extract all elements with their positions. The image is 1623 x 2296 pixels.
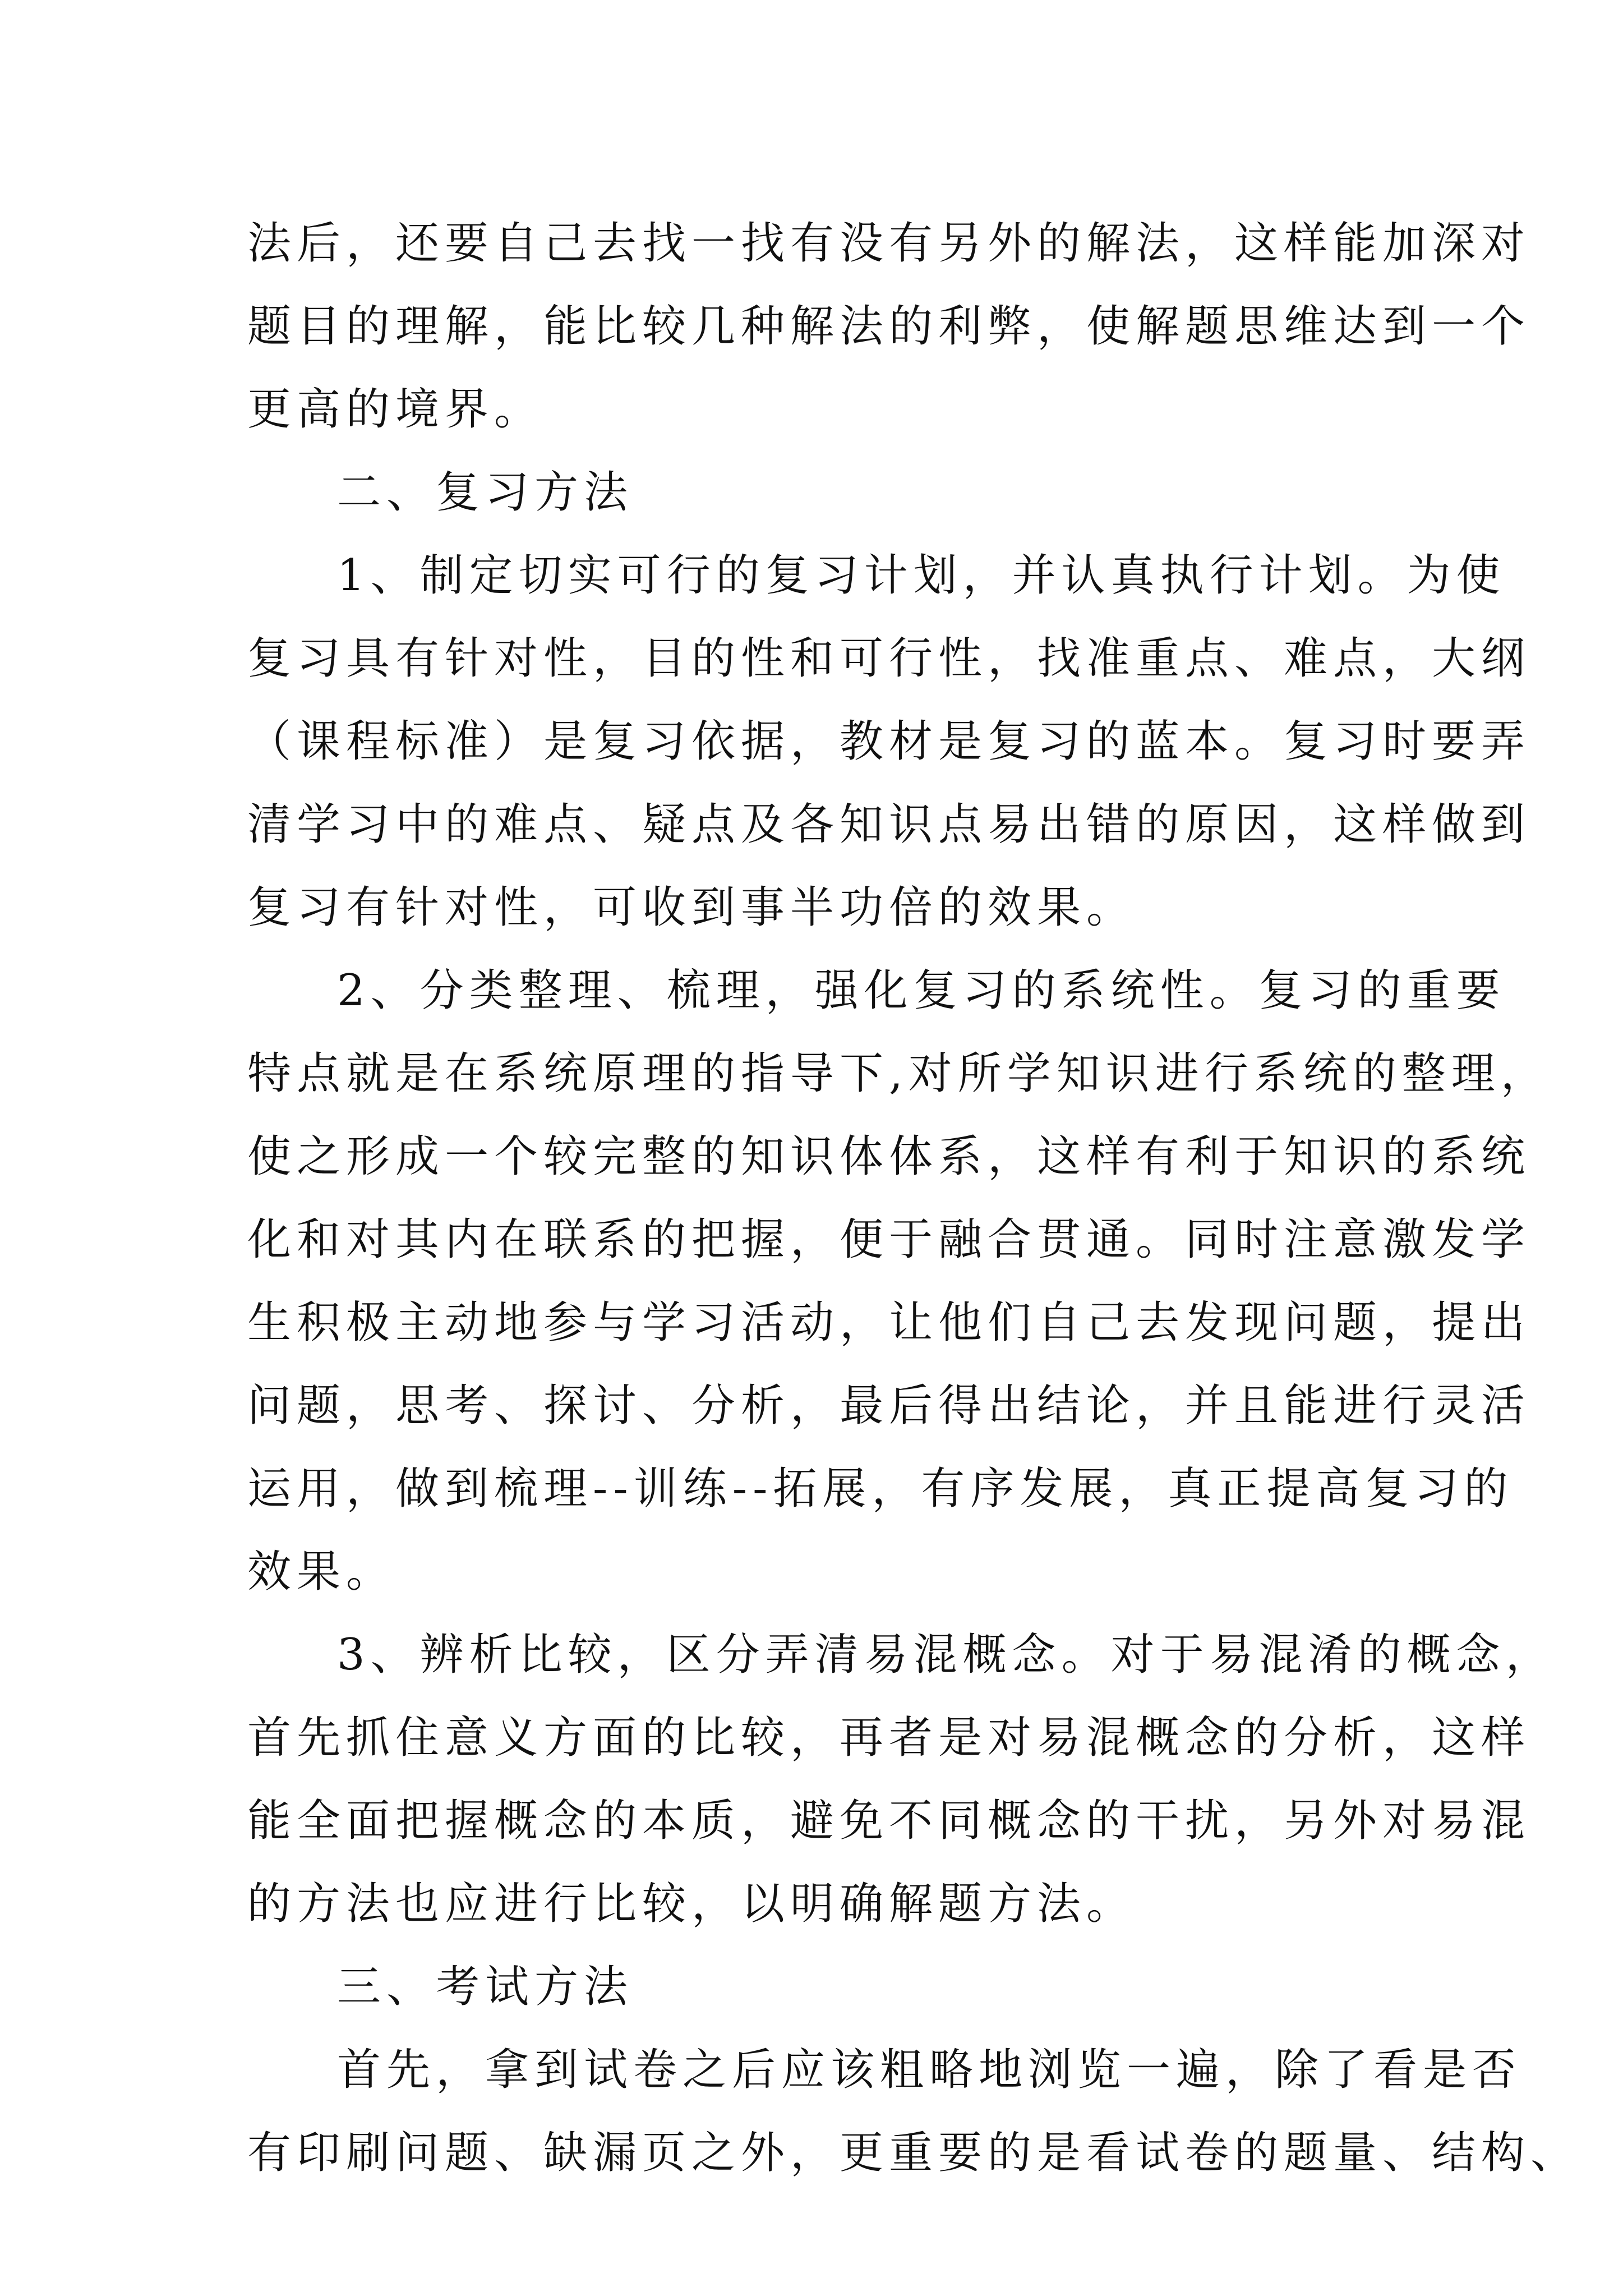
text-line: 化和对其内在联系的把握，便于融合贯通。同时注意激发学 [247, 1214, 1531, 1265]
text-line: 使之形成一个较完整的知识体体系，这样有利于知识的系统 [247, 1131, 1531, 1182]
section-heading: 三、考试方法 [337, 1962, 634, 2012]
text-line: 3、辨析比较，区分弄清易混概念。对于易混淆的概念， [337, 1630, 1555, 1680]
section-heading: 二、复习方法 [337, 467, 634, 518]
text-line: 问题，思考、探讨、分析，最后得出结论，并且能进行灵活 [247, 1381, 1531, 1431]
text-line: 1、制定切实可行的复习计划，并认真执行计划。为使 [337, 550, 1506, 601]
text-line: 清学习中的难点、疑点及各知识点易出错的原因，这样做到 [247, 799, 1531, 850]
text-line: 的方法也应进行比较，以明确解题方法。 [247, 1879, 1136, 1929]
text-line: 特点就是在系统原理的指导下,对所学知识进行系统的整理， [247, 1048, 1550, 1099]
text-line: （课程标准）是复习依据，教材是复习的蓝本。复习时要弄 [247, 716, 1531, 767]
text-line: 2、分类整理、梳理，强化复习的系统性。复习的重要 [337, 965, 1506, 1016]
text-line: 题目的理解，能比较几种解法的利弊，使解题思维达到一个 [247, 301, 1531, 352]
text-line: 有印刷问题、缺漏页之外，更重要的是看试卷的题量、结构、 [247, 2128, 1580, 2178]
text-line: 更高的境界。 [247, 384, 544, 435]
text-line: 首先抓住意义方面的比较，再者是对易混概念的分析，这样 [247, 1713, 1531, 1763]
text-line: 生积极主动地参与学习活动，让他们自己去发现问题，提出 [247, 1297, 1531, 1348]
text-line: 效果。 [247, 1547, 396, 1597]
text-line: 能全面把握概念的本质，避免不同概念的干扰，另外对易混 [247, 1796, 1531, 1846]
text-line: 首先，拿到试卷之后应该粗略地浏览一遍，除了看是否 [337, 2045, 1522, 2095]
text-line: 运用，做到梳理--训练--拓展，有序发展，真正提高复习的 [247, 1464, 1514, 1514]
text-line: 法后，还要自己去找一找有没有另外的解法，这样能加深对 [247, 218, 1531, 269]
text-line: 复习具有针对性，目的性和可行性，找准重点、难点，大纲 [247, 633, 1531, 684]
document-body [247, 202, 1580, 2194]
text-line: 复习有针对性，可收到事半功倍的效果。 [247, 882, 1136, 933]
